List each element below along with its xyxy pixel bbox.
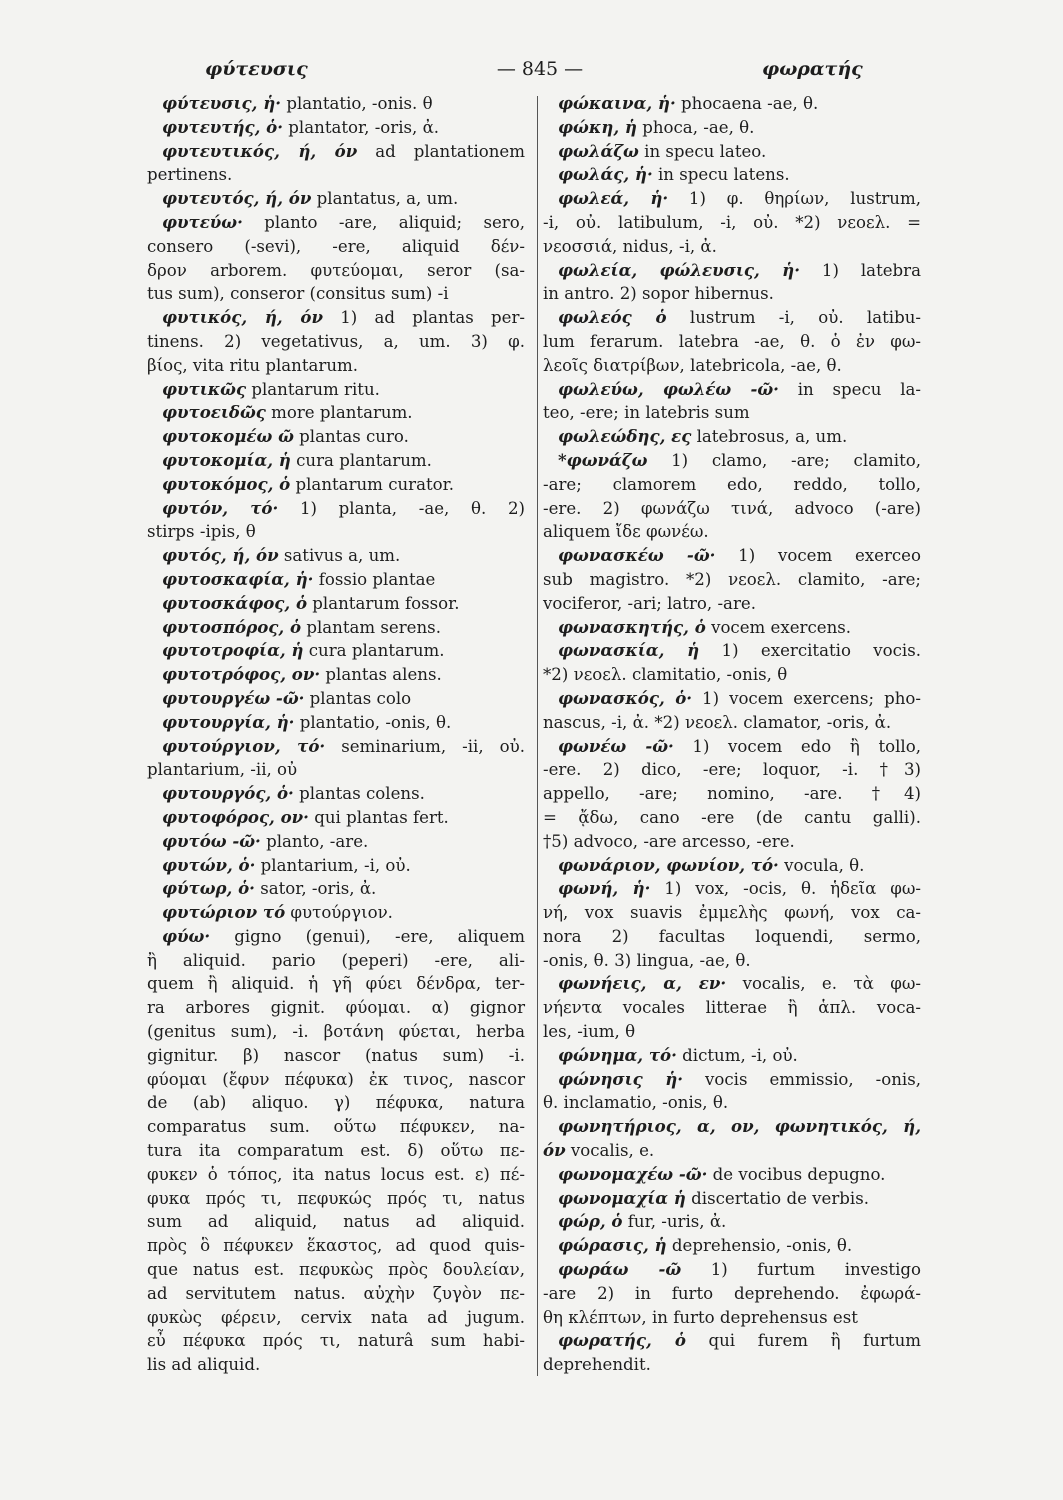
definition-text: θη κλέπτων, in furto deprehensus est [543,1307,858,1327]
dictionary-entry-line [147,854,525,878]
dictionary-continuation-line [147,330,525,354]
dictionary-entry-line [147,211,525,235]
dictionary-entry-line [147,449,525,473]
definition-text: les, -ium, θ [543,1022,636,1042]
definition-text: nora 2) facultas loquendi, sermo, [543,926,921,946]
definition-text: plantarium, -i, οὐ. [255,855,411,875]
dictionary-entry-line [543,616,921,640]
headword: φώρ, ὁ [558,1211,623,1232]
dictionary-continuation-line [543,282,921,306]
definition-text: -are; clamorem edo, reddo, tollo, [543,474,921,494]
dictionary-entry-line [543,187,921,211]
definition-text: 1) vocem exercens; pho- [692,688,922,708]
definition-text: sub magistro. *2) νεοελ. clamito, -are; [543,569,921,589]
headword: φωράω -ῶ [558,1259,682,1280]
definition-text: 1) vox, -ocis, θ. ἡδεῖα φω- [650,879,921,899]
dictionary-continuation-line [147,1258,525,1282]
definition-text: φυτούργιον. [285,903,393,923]
dictionary-continuation-line [147,1139,525,1163]
dictionary-entry-line [543,1044,921,1068]
definition-text: discertatio de verbis. [685,1188,870,1208]
dictionary-continuation-line [543,1353,921,1377]
headword: φυτευτός, ή, όν [162,188,312,209]
dictionary-continuation-line [543,401,921,425]
definition-text: -ere. 2) dico, -ere; loquor, -i. †3) [543,760,921,780]
dictionary-entry-line [543,854,921,878]
dictionary-continuation-line [543,663,921,687]
headword: φυτουργός, ὁ· [162,783,294,804]
definition-text: = ᾄδω, cano -ere (de cantu galli). [543,807,921,827]
headword: *φωνάζω [558,449,648,470]
dictionary-continuation-line [543,1091,921,1115]
headword: φωλεύω, φωλέω -ῶ· [558,378,779,399]
definition-text: plantas colo [304,688,412,708]
headword: φυτοτροφία, ἡ [162,640,304,661]
dictionary-entry-line [147,925,525,949]
dictionary-entry-line [147,830,525,854]
definition-text: vociferor, -ari; latro, -are. [543,593,756,613]
dictionary-entry-line [147,877,525,901]
definition-text: 1) exercitatio vocis. [699,641,922,661]
definition-text: nascus, -i, ἀ. *2) νεοελ. clamator, -oris, ἀ. [543,712,892,732]
dictionary-continuation-line [543,711,921,735]
headword: φωνομαχία ἡ [558,1187,686,1208]
column-divider [537,96,538,1376]
dictionary-entry-line [147,806,525,830]
definition-text: 1) furtum investigo [681,1260,922,1280]
definition-text: -onis, θ. 3) lingua, -ae, θ. [543,950,751,970]
dictionary-entry-line [147,187,525,211]
dictionary-entry-line [147,544,525,568]
definition-text: stirps -ipis, θ [147,522,256,542]
definition-text: phoca, -ae, θ. [636,117,755,137]
headword: φυτοσκαφία, ἡ· [162,568,314,589]
dictionary-entry-line [147,901,525,925]
dictionary-entry-line [543,1163,921,1187]
dictionary-continuation-line [147,949,525,973]
headword: φωλεία, φώλευσις, ἡ· [558,259,800,280]
headword: φώκαινα, ἡ· [558,93,676,113]
running-head-first-entry: φύτευσις [205,58,308,80]
headword: φωλεός ὁ [558,307,667,328]
headword: φύω· [162,925,211,946]
definition-text: plantas curo. [293,427,409,447]
dictionary-entry-line [543,877,921,901]
dictionary-entry-line [147,473,525,497]
dictionary-entry-line [543,306,921,330]
definition-text: βίος, vita ritu plantarum. [147,355,359,375]
definition-text: ad plantationem [357,141,525,161]
dictionary-continuation-line [147,1187,525,1211]
definition-text: 1) φ. θηρίων, lustrum, [668,189,922,209]
dictionary-continuation-line [543,497,921,521]
page-number: — 845 — [496,58,584,80]
headword: φωνασκέω -ῶ· [558,545,716,566]
definition-text: in specu lateo. [638,141,767,161]
headword: φωλάζω [558,140,639,161]
headword: φυτοκόμος, ὁ [162,473,291,494]
definition-text: plantarum fossor. [307,593,460,613]
dictionary-continuation-line [543,520,921,544]
dictionary-continuation-line [543,901,921,925]
headword: φυτοκομία, ἡ [162,449,291,470]
dictionary-entry-line [147,497,525,521]
dictionary-entry-line [543,639,921,663]
dictionary-continuation-line [147,996,525,1020]
definition-text: plantas alens. [320,665,442,685]
dictionary-continuation-line [543,330,921,354]
headword: φυτεύω· [162,211,243,232]
dictionary-entry-line [543,92,921,116]
dictionary-continuation-line [543,1139,921,1163]
definition-text: λεοῖς διατρίβων, latebricola, -ae, θ. [543,355,842,375]
headword: φωνασκία, ἡ [558,640,700,661]
headword: φυτόω -ῶ· [162,830,261,851]
definition-text: 1) vocem exerceo [715,546,921,566]
headword: φυτούργιον, τό· [162,735,326,756]
headword: φύτευσις, ἡ· [162,93,282,113]
dictionary-continuation-line [543,1282,921,1306]
definition-text: -ere. 2) φωνάζω τινά, advoco (-are) [543,498,921,518]
dictionary-entry-line [543,116,921,140]
definition-text: plantatio, -onis, θ. [294,712,452,732]
dictionary-entry-line [543,378,921,402]
definition-text: qui plantas fert. [308,807,449,827]
headword: φωνήεις, α, εν· [558,973,727,994]
dictionary-continuation-line [147,1044,525,1068]
dictionary-continuation-line [147,758,525,782]
definition-text: planto -are, aliquid; sero, [242,212,525,232]
dictionary-continuation-line [543,1306,921,1330]
definition-text: gignitur. β) nascor (natus sum) -i. [147,1045,525,1065]
definition-text: latebrosus, a, um. [691,427,848,447]
headword: φωλεά, ἡ· [558,188,669,209]
dictionary-continuation-line [543,235,921,259]
dictionary-entry-line [543,425,921,449]
dictionary-entry-line [147,687,525,711]
definition-text: de (ab) aliquo. γ) πέφυκα, natura [147,1093,525,1113]
definition-text: 1) clamo, -are; clamito, [647,450,921,470]
headword: φωνή, ἡ· [558,878,651,899]
dictionary-entry-line [543,1210,921,1234]
headword: φωνάριον, φωνίον, τό· [558,854,779,875]
dictionary-entry-line [147,378,525,402]
definition-text: in specu latens. [652,165,790,185]
dictionary-entry-line [147,782,525,806]
dictionary-entry-line [543,1115,921,1139]
definition-text: φυκα πρός τι, πεφυκώς πρός τι, natus [147,1188,525,1208]
definition-text: in antro. 2) sopor hibernus. [543,284,774,304]
headword: φώνησις ἡ· [558,1068,684,1089]
definition-text: dictum, -i, οὐ. [676,1045,798,1065]
dictionary-entry-line [543,163,921,187]
definition-text: sator, -oris, ἀ. [254,879,377,899]
dictionary-continuation-line [147,1234,525,1258]
dictionary-entry-line [147,306,525,330]
definition-text: vocis emmissio, -onis, [683,1069,921,1089]
headword: φυτόν, τό· [162,497,279,518]
dictionary-entry-line [147,425,525,449]
headword: φωνέω -ῶ· [558,735,674,756]
dictionary-entry-line [147,592,525,616]
dictionary-continuation-line [543,996,921,1020]
definition-text: tinens. 2) vegetativus, a, um. 3) φ. [147,331,525,351]
definition-text: seminarium, -ii, οὐ. [325,736,525,756]
definition-text: plantarum ritu. [246,379,380,399]
dictionary-entry-line [147,735,525,759]
dictionary-continuation-line [147,259,525,283]
dictionary-entry-line [543,1187,921,1211]
definition-text: consero (-sevi), -ere, aliquid δέν- [147,236,525,256]
definition-text: aliquem ἴδε φωνέω. [543,522,709,542]
dictionary-continuation-line [543,354,921,378]
dictionary-continuation-line [147,1353,525,1377]
dictionary-continuation-line [147,282,525,306]
dictionary-continuation-line [147,1329,525,1353]
definition-text: que natus est. πεφυκὼς πρὸς δουλείαν, [147,1260,525,1280]
headword: φώνημα, τό· [558,1044,677,1065]
definition-text: sativus a, um. [278,546,401,566]
dictionary-continuation-line [147,972,525,996]
dictionary-continuation-line [147,354,525,378]
dictionary-entry-line [543,259,921,283]
headword: φωνασκός, ὁ· [558,687,693,708]
dictionary-continuation-line [147,1091,525,1115]
definition-text: de vocibus depugno. [707,1164,886,1184]
headword: φύτωρ, ὁ· [162,878,255,899]
definition-text: lum ferarum. latebra -ae, θ. ὁ ἐν φω- [543,331,921,351]
headword: φωλεώδης, ες [558,426,692,447]
dictionary-entry-line [543,140,921,164]
headword: φυτουργία, ἡ· [162,711,295,732]
headword: φωρατής, ὁ [558,1330,686,1351]
dictionary-continuation-line [147,1210,525,1234]
definition-text: vocalis, e. τὰ φω- [726,974,922,994]
dictionary-entry-line [147,401,525,425]
definition-text: ra arbores gignit. φύομαι. α) gignor [147,998,525,1018]
headword: φυτουργέω -ῶ· [162,687,305,708]
right-column [543,92,921,1377]
definition-text: πρὸς ὃ πέφυκεν ἕκαστος, ad quod quis- [147,1236,525,1256]
headword: φυτοκομέω ῶ [162,426,294,447]
headword: φυτοτρόφος, ον· [162,664,321,685]
definition-text: vocula, θ. [778,855,865,875]
definition-text: more plantarum. [265,403,413,423]
definition-text: pertinens. [147,165,233,185]
dictionary-entry-line [147,639,525,663]
definition-text: plantam serens. [301,617,441,637]
headword: φυτευτής, ὁ· [162,116,284,137]
dictionary-continuation-line [147,235,525,259]
definition-text: cura plantarum. [290,450,432,470]
headword: φυτών, ὁ· [162,854,256,875]
definition-text: plantator, -oris, ἀ. [283,117,440,137]
dictionary-entry-line [543,1258,921,1282]
definition-text: tus sum), conseror (consitus sum) -i [147,284,449,304]
dictionary-continuation-line [543,830,921,854]
dictionary-entry-line [543,544,921,568]
definition-text: φυκὼς φέρειν, cervix nata ad jugum. [147,1307,525,1327]
definition-text: ad servitutem natus. αὐχὴν ζυγὸν πε- [147,1283,525,1303]
dictionary-continuation-line [543,806,921,830]
definition-text: (genitus sum), -i. βοτάνη φύεται, herba [147,1022,525,1042]
dictionary-entry-line [543,735,921,759]
definition-text: qui furem ἢ furtum [685,1331,922,1351]
dictionary-entry-line [543,687,921,711]
definition-text: lis ad aliquid. [147,1355,261,1375]
definition-text: comparatus sum. οὕτω πέφυκεν, na- [147,1117,525,1137]
headword: φυτοφόρος, ον· [162,806,309,827]
dictionary-continuation-line [543,782,921,806]
dictionary-entry-line [543,972,921,996]
dictionary-continuation-line [147,1163,525,1187]
definition-text: plantatus, a, um. [311,189,459,209]
dictionary-entry-line [147,92,525,116]
headword: φυτώριον τό [162,902,286,923]
dictionary-continuation-line [543,949,921,973]
left-column [147,92,525,1377]
definition-text: θ. inclamatio, -onis, θ. [543,1093,729,1113]
definition-text: in specu la- [778,379,921,399]
definition-text: νεοσσιά, nidus, -i, ἀ. [543,236,717,256]
definition-text: fossio plantae [313,569,436,589]
headword: φυτοσκάφος, ὁ [162,592,308,613]
dictionary-continuation-line [147,1020,525,1044]
headword: φωλάς, ἡ· [558,164,653,185]
dictionary-entry-line [543,449,921,473]
dictionary-entry-line [543,1329,921,1353]
definition-text: φυκεν ὁ τόπος, ita natus locus est. ε) πέ- [147,1164,525,1184]
definition-text: εὖ πέφυκα πρός τι, naturâ sum habi- [147,1331,525,1351]
headword: φωνητήριος, α, ον, φωνητικός, ή, [558,1116,921,1137]
definition-text: fur, -uris, ἀ. [622,1212,727,1232]
definition-text: sum ad aliquid, natus ad aliquid. [147,1212,525,1232]
definition-text: †5) advoco, -are arcesso, -ere. [543,831,795,851]
dictionary-entry-line [147,116,525,140]
definition-text: plantatio, -onis. θ [281,94,433,113]
definition-text: νήεντα vocales litterae ἢ ἁπλ. voca- [543,998,921,1018]
definition-text: tura ita comparatum est. δ) οὕτω πε- [147,1141,525,1161]
headword: φυτευτικός, ή, όν [162,140,358,161]
dictionary-continuation-line [147,1068,525,1092]
dictionary-continuation-line [543,592,921,616]
running-head-last-entry: φωρατής [762,58,863,80]
definition-text: 1) ad plantas per- [322,308,525,328]
dictionary-continuation-line [543,211,921,235]
headword: φυτός, ή, όν [162,545,279,566]
dictionary-continuation-line [147,1282,525,1306]
definition-text: plantarium, -ii, οὐ [147,760,298,780]
definition-text: lustrum -i, οὐ. latibu- [666,308,921,328]
dictionary-continuation-line [147,1115,525,1139]
dictionary-entry-line [147,140,525,164]
headword: φώρασις, ἡ [558,1235,667,1256]
definition-text: ἢ aliquid. pario (peperi) -ere, ali- [147,950,525,970]
dictionary-entry-line [543,1234,921,1258]
dictionary-entry-line [147,616,525,640]
headword: φωνασκητής, ὁ [558,616,706,637]
definition-text: gigno (genui), -ere, aliquem [210,926,525,946]
definition-text: 1) vocem edo ἢ tollo, [673,736,921,756]
dictionary-continuation-line [543,473,921,497]
dictionary-continuation-line [147,163,525,187]
definition-text: teo, -ere; in latebris sum [543,403,750,423]
definition-text: appello, -are; nomino, -are. †4) [543,784,921,804]
definition-text: vocalis, e. [565,1141,655,1161]
headword: φωνομαχέω -ῶ· [558,1163,708,1184]
definition-text: φύομαι (ἔφυν πέφυκα) ἐκ τινος, nascor [147,1069,525,1089]
dictionary-continuation-line [543,758,921,782]
definition-text: deprehendit. [543,1355,651,1375]
headword: φυτοσπόρος, ὁ [162,616,302,637]
definition-text: planto, -are. [260,831,369,851]
dictionary-entry-line [147,711,525,735]
definition-text: -i, οὐ. latibulum, -i, οὐ. *2) νεοελ. = [543,212,921,232]
definition-text: quem ἢ aliquid. ἡ γῆ φύει δένδρα, ter- [147,974,525,994]
headword: φυτικῶς [162,378,247,399]
dictionary-entry-line [543,1068,921,1092]
headword: φυτικός, ή, όν [162,307,323,328]
definition-text: phocaena -ae, θ. [675,94,819,113]
definition-text: deprehensio, -onis, θ. [666,1236,853,1256]
headword: φυτοειδῶς [162,402,266,423]
dictionary-continuation-line [543,925,921,949]
definition-text: cura plantarum. [303,641,445,661]
dictionary-continuation-line [147,1306,525,1330]
definition-text: *2) νεοελ. clamitatio, -onis, θ [543,665,788,685]
definition-text: 1) latebra [800,260,922,280]
dictionary-continuation-line [543,568,921,592]
definition-text: νή, vox suavis ἐμμελὴς φωνή, vox ca- [543,903,921,923]
definition-text: δρον arborem. φυτεύομαι, seror (sa- [147,260,525,280]
dictionary-continuation-line [543,1020,921,1044]
definition-text: vocem exercens. [705,617,852,637]
definition-text: 1) planta, -ae, θ. 2) [278,498,525,518]
definition-text: -are 2) in furto deprehendo. ἐφωρά- [543,1283,921,1303]
headword: φώκη, ἡ [558,116,637,137]
headword: όν [543,1140,566,1161]
dictionary-entry-line [147,568,525,592]
definition-text: plantas colens. [293,784,425,804]
dictionary-continuation-line [147,520,525,544]
definition-text: plantarum curator. [290,474,455,494]
dictionary-entry-line [147,663,525,687]
